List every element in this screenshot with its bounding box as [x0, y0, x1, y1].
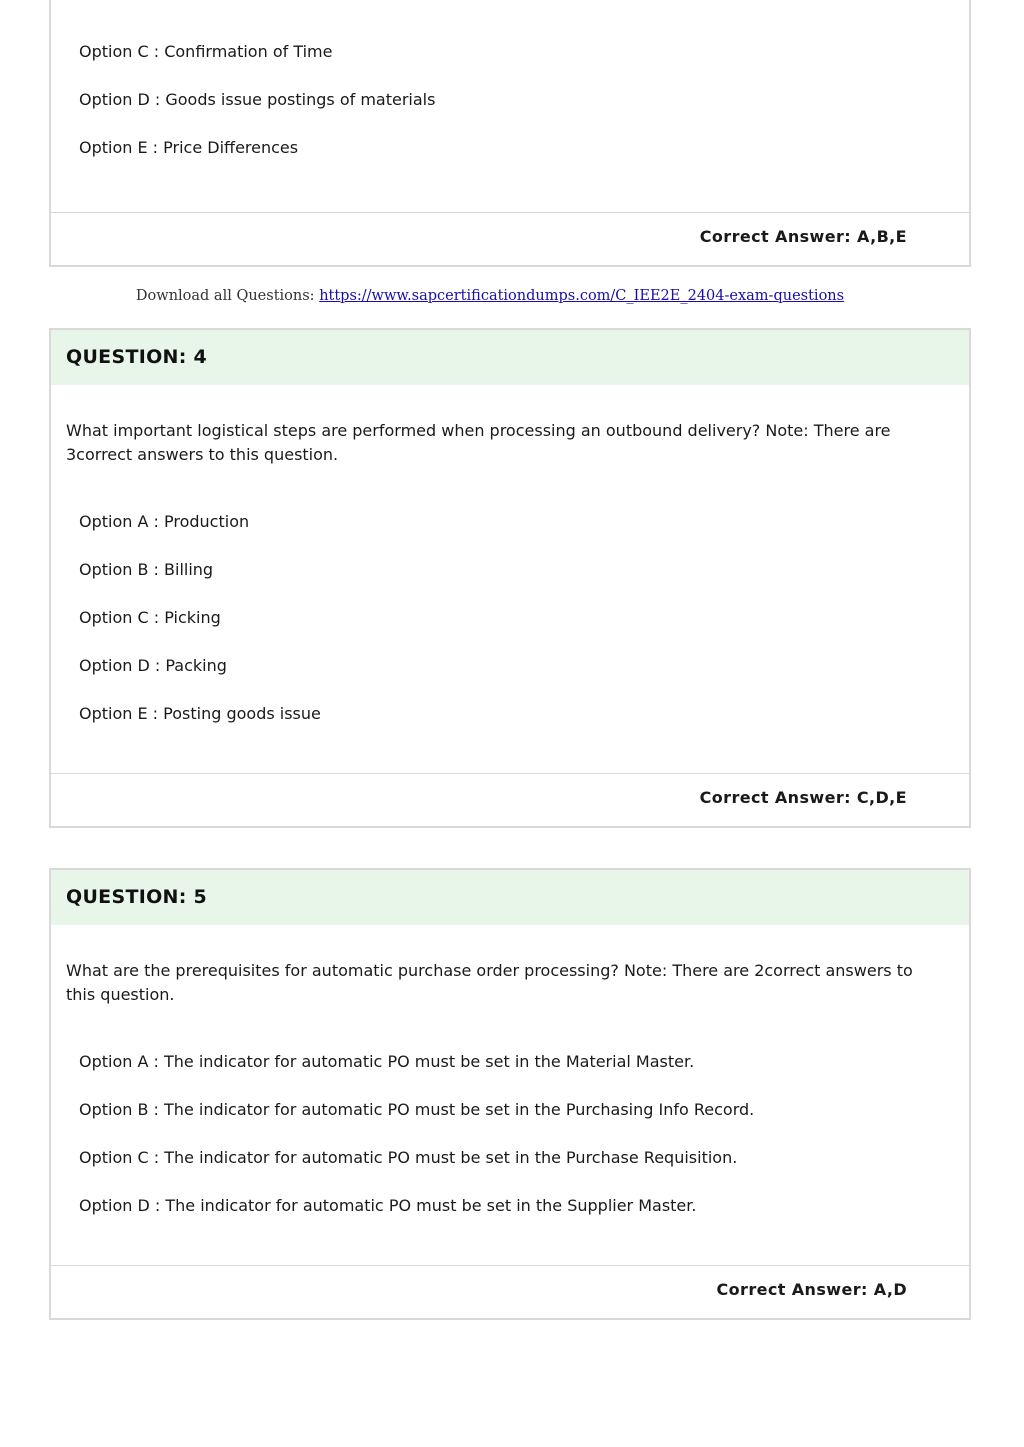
option-e: Option E : Price Differences [79, 138, 299, 157]
option-c: Option C : Picking [79, 608, 221, 627]
correct-answer: Correct Answer: A,B,E [699, 227, 907, 246]
option-d: Option D : Goods issue postings of materials [79, 90, 436, 109]
option-e: Option E : Posting goods issue [79, 704, 321, 723]
question-card-4 [49, 328, 971, 828]
download-label: Download all Questions: [135, 288, 320, 304]
option-c: Option C : The indicator for automatic PO must be set in the Purchase Requisition. [79, 1148, 738, 1167]
correct-answer: Correct Answer: A,D [716, 1280, 907, 1299]
answer-bar [51, 773, 969, 826]
option-a: Option A : The indicator for automatic PO must be set in the Material Master. [79, 1052, 695, 1071]
option-a: Option A : Production [79, 512, 250, 531]
correct-answer: Correct Answer: C,D,E [699, 788, 907, 807]
option-d: Option D : Packing [79, 656, 227, 675]
question-card-3-continued [49, 0, 971, 267]
option-b: Option B : The indicator for automatic PO must be set in the Purchasing Info Record. [79, 1100, 755, 1119]
option-d: Option D : The indicator for automatic PO must be set in the Supplier Master. [79, 1196, 697, 1215]
option-b: Option B : Billing [79, 560, 214, 579]
option-c: Option C : Confirmation of Time [79, 42, 333, 61]
question-text: What important logistical steps are performed when processing an outbound delivery? Note: There are 3correct answers to this question. [66, 421, 891, 464]
question-text: What are the prerequisites for automatic purchase order processing? Note: There are 2correct answers to this question. [66, 961, 913, 1004]
answer-bar [51, 1265, 969, 1318]
answer-bar [51, 212, 969, 265]
question-header: QUESTION: 5 [51, 870, 969, 925]
question-card-5 [49, 868, 971, 1320]
download-link[interactable]: https://www.sapcertificationdumps.com/C_IEE2E_2404-exam-questions [319, 288, 845, 304]
question-header: QUESTION: 4 [51, 330, 969, 385]
download-line [0, 288, 980, 304]
